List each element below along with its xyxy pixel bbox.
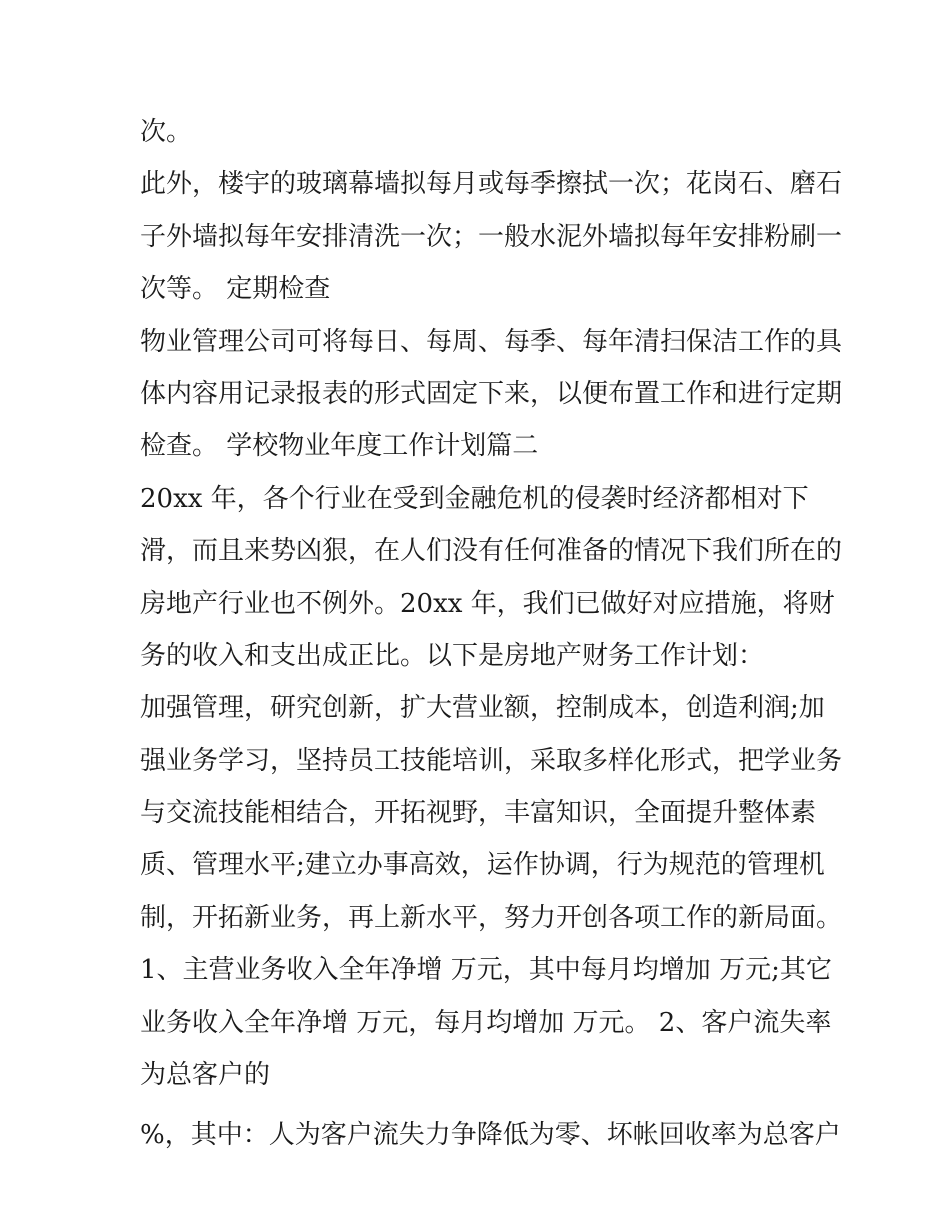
text-line: 房地产行业也不例外。20xx 年，我们已做好对应措施，将财 — [140, 588, 835, 619]
text-line: 质、管理水平;建立办事高效，运作协调，行为规范的管理机 — [140, 850, 825, 881]
text-line: 滑，而且来势凶狠，在人们没有任何准备的情况下我们所在的 — [140, 536, 843, 567]
text-line: 此外，楼宇的玻璃幕墙拟每月或每季擦拭一次；花岗石、磨石 — [140, 169, 843, 200]
text-line: 次。 — [140, 117, 193, 147]
text-line: 为总客户的 — [140, 1060, 271, 1091]
text-line: 业务收入全年净增 万元，每月均增加 万元。 2、客户流失率 — [140, 1007, 832, 1038]
text-line: 制，开拓新业务，再上新水平，努力开创各项工作的新局面。 — [140, 902, 843, 933]
text-line: 子外墙拟每年安排清洗一次；一般水泥外墙拟每年安排粉刷一 — [140, 221, 843, 252]
text-line: 务的收入和支出成正比。以下是房地产财务工作计划： — [140, 640, 765, 671]
text-line: %，其中：人为客户流失力争降低为零、坏帐回收率为总客户 — [140, 1120, 841, 1151]
text-line: 强业务学习，坚持员工技能培训，采取多样化形式，把学业务 — [140, 745, 843, 776]
text-line: 与交流技能相结合，开拓视野，丰富知识，全面提升整体素 — [140, 798, 817, 829]
document-body — [140, 106, 843, 1162]
text-line: 次等。 定期检查 — [140, 274, 331, 305]
text-line: 加强管理，研究创新，扩大营业额，控制成本，创造利润;加 — [140, 693, 825, 724]
text-line: 1、主营业务收入全年净增 万元，其中每月均增加 万元;其它 — [140, 955, 832, 986]
text-line: 体内容用记录报表的形式固定下来，以便布置工作和进行定期 — [140, 378, 843, 409]
text-line: 检查。 学校物业年度工作计划篇二 — [140, 431, 539, 462]
text-line: 20xx 年，各个行业在受到金融危机的侵袭时经济都相对下 — [140, 483, 809, 514]
text-line: 物业管理公司可将每日、每周、每季、每年清扫保洁工作的具 — [140, 326, 843, 357]
